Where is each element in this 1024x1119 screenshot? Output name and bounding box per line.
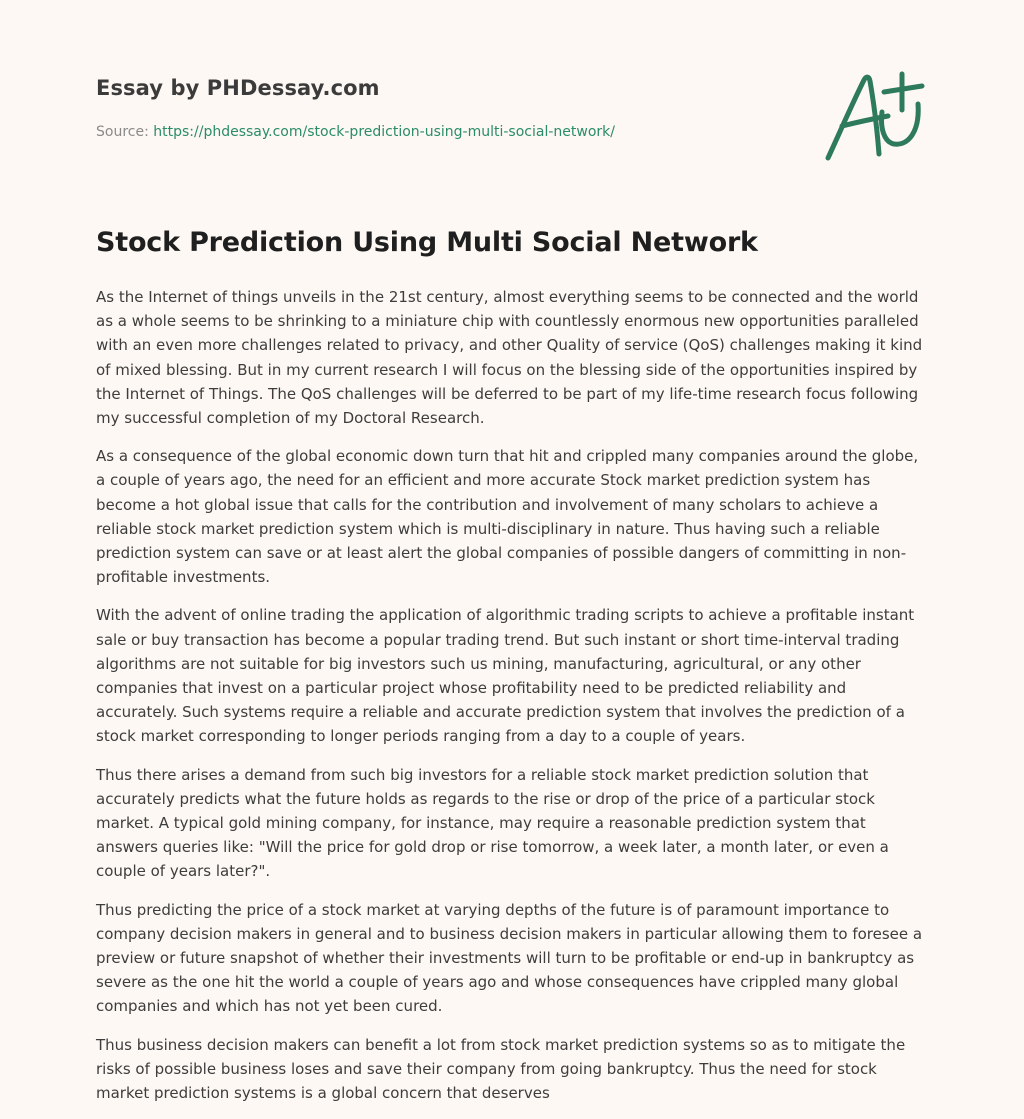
- a-plus-grade-icon: [822, 66, 928, 166]
- essay-title: Stock Prediction Using Multi Social Network: [96, 227, 758, 258]
- essay-paragraph: As the Internet of things unveils in the 21st century, almost everything seems to be connected and the world as a whole seems to be shrinking to a miniature chip with countlessly enormous new opportunities paralleled with an even more challenges related to privacy, and other Quality of service (QoS) challenges making it kind of mixed blessing. But in my current research I will focus on the blessing side of the opportunities inspired by the Internet of Things. The QoS challenges will be deferred to be part of my life-time research focus following my successful completion of my Doctoral Research.: [96, 288, 923, 428]
- essay-paragraph: As a consequence of the global economic down turn that hit and crippled many companies around the globe, a couple of years ago, the need for an efficient and more accurate Stock market prediction system has become a hot global issue that calls for the contribution and involvement of many scholars to achieve a reliable stock market prediction system which is multi-disciplinary in nature. Thus having such a reliable prediction system can save or at least alert the global companies of possible dangers of committing in non-profitable investments.: [96, 447, 919, 587]
- essay-page: [96, 0, 932, 1103]
- essay-paragraph: With the advent of online trading the application of algorithmic trading scripts to achieve a profitable instant sale or buy transaction has become a popular trading trend. But such instant or short time-interval trading algorithms are not suitable for big investors such us mining, manufacturing, agricultural, or any other companies that invest on a particular project whose profitability need to be predicted reliability and accurately. Such systems require a reliable and accurate prediction system that involves the prediction of a stock market corresponding to longer periods ranging from a day to a couple of years.: [96, 606, 915, 746]
- essay-paragraph: Thus business decision makers can benefit a lot from stock market prediction systems so as to mitigate the risks of possible business loses and save their company from going bankruptcy. Thus the need for stock market prediction systems is a global concern that deserves: [96, 1035, 906, 1103]
- source-link[interactable]: https://phdessay.com/stock-prediction-using-multi-social-network/: [153, 124, 615, 140]
- source-label: Source:: [96, 124, 149, 140]
- essay-paragraph: Thus predicting the price of a stock market at varying depths of the future is of paramount importance to company decision makers in general and to business decision makers in particular allowing them to foresee a preview or future snapshot of whether their investments will turn to be profitable or end-up in bankruptcy as severe as the one hit the world a couple of years ago and whose consequences have crippled many global companies and which has not yet been cured.: [96, 900, 923, 1016]
- essay-paragraph: Thus there arises a demand from such big investors for a reliable stock market prediction solution that accurately predicts what the future holds as regards to the rise or drop of the price of a particular stock market. A typical gold mining company, for instance, may require a reasonable prediction system that answers queries like: "Will the price for gold drop or rise tomorrow, a week later, a month later, or even a couple of years later?".: [96, 765, 889, 881]
- essay-body: [96, 285, 932, 1119]
- source-line: [96, 124, 615, 140]
- page-header: [96, 0, 932, 200]
- brand-title: Essay by PHDessay.com: [96, 76, 380, 100]
